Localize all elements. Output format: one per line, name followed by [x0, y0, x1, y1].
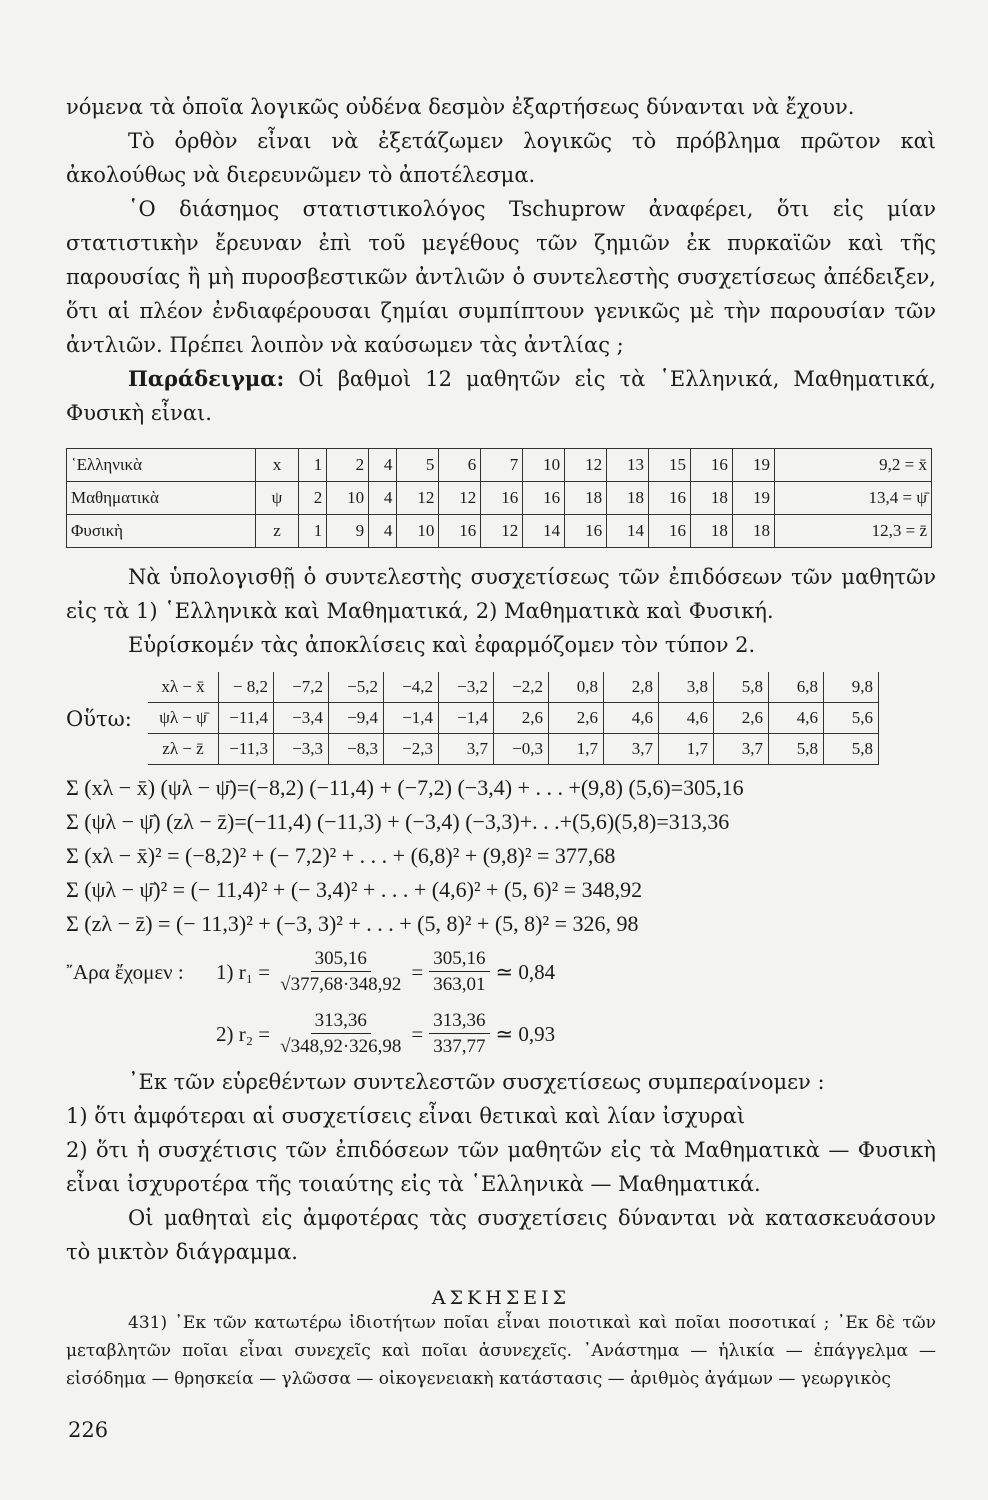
example-text: Οἱ βαθμοὶ 12 μαθητῶν εἰς τὰ ῾Ελληνικά, Μαθηματικά, Φυσικὴ εἶναι. — [66, 367, 936, 425]
deviation-cell: −8,3 — [329, 734, 384, 765]
deviation-cell: −1,4 — [384, 703, 439, 734]
conclusion-intro: ᾿Εκ τῶν εὑρεθέντων συντελεστῶν συσχετίσεως συμπεραίνομεν : — [128, 1070, 825, 1094]
deviation-cell: 4,6 — [769, 703, 824, 734]
grades-table — [66, 448, 932, 548]
deviation-variable: xλ − x̄ — [148, 672, 219, 703]
grade-cell: 18 — [690, 482, 732, 515]
grade-cell: 16 — [690, 449, 732, 482]
deviations-table — [148, 672, 879, 765]
table-row — [148, 734, 879, 765]
grade-cell: 12 — [439, 482, 481, 515]
deviation-cell: 5,6 — [824, 703, 879, 734]
sum-equation: Σ (ψλ − ψ̄)² = (− 11,4)² + (− 3,4)² + . . . + (4,6)² + (5, 6)² = 348,92 — [66, 877, 643, 902]
grade-cell: 18 — [690, 515, 732, 548]
grade-cell: 5 — [397, 449, 439, 482]
grade-cell: 2 — [299, 482, 327, 515]
result-r2 — [66, 1003, 936, 1065]
grade-cell: 16 — [565, 515, 607, 548]
variable-name: z — [256, 515, 299, 548]
deviation-variable: zλ − z̄ — [148, 734, 219, 765]
deviation-variable: ψλ − ψ̄ — [148, 703, 219, 734]
grade-cell: 10 — [327, 482, 369, 515]
grade-cell: 10 — [523, 449, 565, 482]
deviation-cell: 4,6 — [604, 703, 659, 734]
exercise-431: 431) ᾿Εκ τῶν κατωτέρω ἰδιοτήτων ποῖαι εἶναι ποιοτικαὶ καὶ ποῖαι ποσοτικαί ; ᾿Εκ δὲ τῶν μεταβλητῶν ποῖαι εἶναι συνεχεῖς καὶ ποῖαι ἀσυνεχεῖς. ᾿Ανάστημα — ἡλικία — ἐπάγγελμα — εἰσόδημα — θρησκεία — γλῶσσα — οἰκογενειακὴ κατάστασις — ἀριθμὸς ἀγάμων — γεωργικὸς — [66, 1313, 936, 1389]
fraction-numerator: 305,16 — [429, 947, 489, 972]
grade-cell: 4 — [369, 515, 397, 548]
equals-sign: = — [411, 1021, 424, 1046]
example-paragraph — [66, 362, 936, 430]
grade-cell: 2 — [327, 449, 369, 482]
intro-paragraph-1: Τὸ ὀρθὸν εἶναι νὰ ἐξετάζωμεν λογικῶς τὸ πρόβλημα πρῶτον καὶ ἀκολούθως νὰ διερευνῶμεν τὸ ἀποτέλεσμα. — [66, 129, 936, 187]
deviation-cell: 9,8 — [824, 672, 879, 703]
sums-block — [66, 771, 936, 941]
grade-cell: 15 — [649, 449, 691, 482]
grade-cell: 13 — [607, 449, 649, 482]
deviation-cell: 1,7 — [549, 734, 604, 765]
fraction-numerator: 313,36 — [429, 1009, 489, 1034]
mean-cell: 9,2 = x̄ — [775, 449, 932, 482]
grade-cell: 7 — [481, 449, 523, 482]
subject-name: Φυσικὴ — [67, 515, 256, 548]
page-body — [66, 90, 936, 1393]
sum-equation: Σ (xλ − x̄) (ψλ − ψ̄)=(−8,2) (−11,4) + (−7,2) (−3,4) + . . . +(9,8) (5,6)=305,16 — [66, 775, 744, 800]
fraction-numerator: 305,16 — [311, 947, 371, 972]
grade-cell: 16 — [523, 482, 565, 515]
grade-cell: 14 — [607, 515, 649, 548]
grade-cell: 1 — [299, 449, 327, 482]
intro-line: νόμενα τὰ ὁποῖα λογικῶς οὐδένα δεσμὸν ἐξαρτήσεως δύνανται νὰ ἔχουν. — [66, 95, 855, 119]
grade-cell: 19 — [732, 482, 774, 515]
r2-approx: ≃ 0,93 — [495, 1021, 556, 1046]
deviation-cell: 2,6 — [549, 703, 604, 734]
table-row — [67, 449, 932, 482]
table-row — [148, 703, 879, 734]
grade-cell: 4 — [369, 449, 397, 482]
deviation-cell: −5,2 — [329, 672, 384, 703]
subject-name: ῾Ελληνικὰ — [67, 449, 256, 482]
deviation-cell: −2,3 — [384, 734, 439, 765]
deviation-cell: 3,7 — [439, 734, 494, 765]
mean-cell: 13,4 = ψ̄ — [775, 482, 932, 515]
deviation-cell: 5,8 — [714, 672, 769, 703]
deviation-cell: 3,7 — [714, 734, 769, 765]
r2-fraction-1 — [276, 1009, 405, 1060]
conclusion-item-1: 1) ὅτι ἀμφότεραι αἱ συσχετίσεις εἶναι θετικαὶ καὶ λίαν ἰσχυραὶ — [66, 1104, 746, 1128]
grade-cell: 9 — [327, 515, 369, 548]
deviation-cell: 3,8 — [659, 672, 714, 703]
grade-cell: 12 — [481, 515, 523, 548]
r2-label: 2) r₂ = — [216, 1021, 271, 1046]
deviation-cell: 2,6 — [714, 703, 769, 734]
result-r1 — [66, 941, 936, 1003]
mean-cell: 12,3 = z̄ — [775, 515, 932, 548]
table-row — [148, 672, 879, 703]
deviation-cell: 2,8 — [604, 672, 659, 703]
grade-cell: 4 — [369, 482, 397, 515]
grade-cell: 1 — [299, 515, 327, 548]
variable-name: ψ — [256, 482, 299, 515]
r1-fraction-2 — [429, 947, 489, 998]
grade-cell: 18 — [607, 482, 649, 515]
exercises-heading: ΑΣΚΗΣΕΙΣ — [431, 1287, 571, 1309]
grade-cell: 16 — [439, 515, 481, 548]
deviation-cell: 5,8 — [824, 734, 879, 765]
fraction-denominator: √348,92·326,98 — [280, 1035, 402, 1057]
grade-cell: 14 — [523, 515, 565, 548]
deviation-cell: −0,3 — [494, 734, 549, 765]
r1-fraction-1 — [276, 947, 405, 998]
task-paragraph-1: Νὰ ὑπολογισθῇ ὁ συντελεστὴς συσχετίσεως τῶν ἐπιδόσεων τῶν μαθητῶν εἰς τὰ 1) ῾Ελληνικὰ καὶ Μαθηματικά, 2) Μαθηματικὰ καὶ Φυσική. — [66, 565, 936, 623]
grade-cell: 10 — [397, 515, 439, 548]
grade-cell: 16 — [481, 482, 523, 515]
deviation-cell: 5,8 — [769, 734, 824, 765]
deviation-cell: −4,2 — [384, 672, 439, 703]
grade-cell: 18 — [732, 515, 774, 548]
deviations-block — [66, 672, 936, 765]
fraction-denominator: √377,68·348,92 — [280, 973, 402, 995]
deviation-cell: −1,4 — [439, 703, 494, 734]
deviation-cell: −11,3 — [219, 734, 274, 765]
grade-cell: 6 — [439, 449, 481, 482]
deviation-cell: −9,4 — [329, 703, 384, 734]
example-label: Παράδειγμα: — [128, 366, 285, 391]
sum-equation: Σ (xλ − x̄)² = (−8,2)² + (− 7,2)² + . . . + (6,8)² + (9,8)² = 377,68 — [66, 843, 616, 868]
deviation-cell: 6,8 — [769, 672, 824, 703]
task-paragraph-2: Εὑρίσκομέν τὰς ἀποκλίσεις καὶ ἐφαρμόζομεν τὸν τύπον 2. — [128, 633, 756, 657]
conclusion-paragraph: Οἱ μαθηταὶ εἰς ἀμφοτέρας τὰς συσχετίσεις δύνανται νὰ κατασκευάσουν τὸ μικτὸν διάγραμμα. — [66, 1206, 936, 1264]
r1-approx: ≃ 0,84 — [495, 959, 556, 984]
deviation-cell: −2,2 — [494, 672, 549, 703]
deviation-cell: 1,7 — [659, 734, 714, 765]
grade-cell: 19 — [732, 449, 774, 482]
fraction-denominator: 337,77 — [433, 1035, 486, 1057]
deviation-cell: 0,8 — [549, 672, 604, 703]
deviation-cell: −3,2 — [439, 672, 494, 703]
deviation-cell: −3,4 — [274, 703, 329, 734]
grade-cell: 18 — [565, 482, 607, 515]
page-number: 226 — [68, 1418, 109, 1442]
grade-cell: 12 — [565, 449, 607, 482]
deviation-cell: 2,6 — [494, 703, 549, 734]
deviation-cell: 4,6 — [659, 703, 714, 734]
deviations-label: Οὕτω: — [66, 706, 132, 731]
equals-sign: = — [411, 959, 424, 984]
table-row — [67, 482, 932, 515]
r2-fraction-2 — [429, 1009, 489, 1060]
deviation-cell: −3,3 — [274, 734, 329, 765]
variable-name: x — [256, 449, 299, 482]
results-prefix: ῎Αρα ἔχομεν : — [66, 959, 184, 984]
r1-label: 1) r₁ = — [216, 959, 271, 984]
conclusion-item-2: 2) ὅτι ἡ συσχέτισις τῶν ἐπιδόσεων τῶν μαθητῶν εἰς τὰ Μαθηματικὰ — Φυσικὴ εἶναι ἰσχυροτέρα τῆς τοιαύτης εἰς τὰ ῾Ελληνικὰ — Μαθηματικά. — [66, 1138, 936, 1196]
deviation-cell: − 8,2 — [219, 672, 274, 703]
subject-name: Μαθηματικὰ — [67, 482, 256, 515]
grade-cell: 16 — [649, 482, 691, 515]
table-row — [67, 515, 932, 548]
deviation-cell: −7,2 — [274, 672, 329, 703]
intro-paragraph-2: ῾Ο διάσημος στατιστικολόγος Tschuprow ἀναφέρει, ὅτι εἰς μίαν στατιστικὴν ἔρευναν ἐπὶ τοῦ μεγέθους τῶν ζημιῶν ἐκ πυρκαϊῶν καὶ τῆς παρουσίας ἢ μὴ πυροσβεστικῶν ἀντλιῶν ὁ συντελεστὴς συσχετίσεως ἀπέδειξεν, ὅτι αἱ πλέον ἐνδιαφέρουσαι ζημίαι συμπίπτουν γενικῶς μὲ τὴν παρουσίαν τῶν ἀντλιῶν. Πρέπει λοιπὸν νὰ καύσωμεν τὰς ἀντλίας ; — [66, 197, 936, 357]
sum-equation: Σ (zλ − z̄) = (− 11,3)² + (−3, 3)² + . . . + (5, 8)² + (5, 8)² = 326, 98 — [66, 911, 639, 936]
fraction-denominator: 363,01 — [433, 973, 486, 995]
deviation-cell: −11,4 — [219, 703, 274, 734]
sum-equation: Σ (ψλ − ψ̄) (zλ − z̄)=(−11,4) (−11,3) + (−3,4) (−3,3)+. . .+(5,6)(5,8)=313,36 — [66, 809, 730, 834]
fraction-numerator: 313,36 — [311, 1009, 371, 1034]
grade-cell: 16 — [649, 515, 691, 548]
grade-cell: 12 — [397, 482, 439, 515]
deviation-cell: 3,7 — [604, 734, 659, 765]
